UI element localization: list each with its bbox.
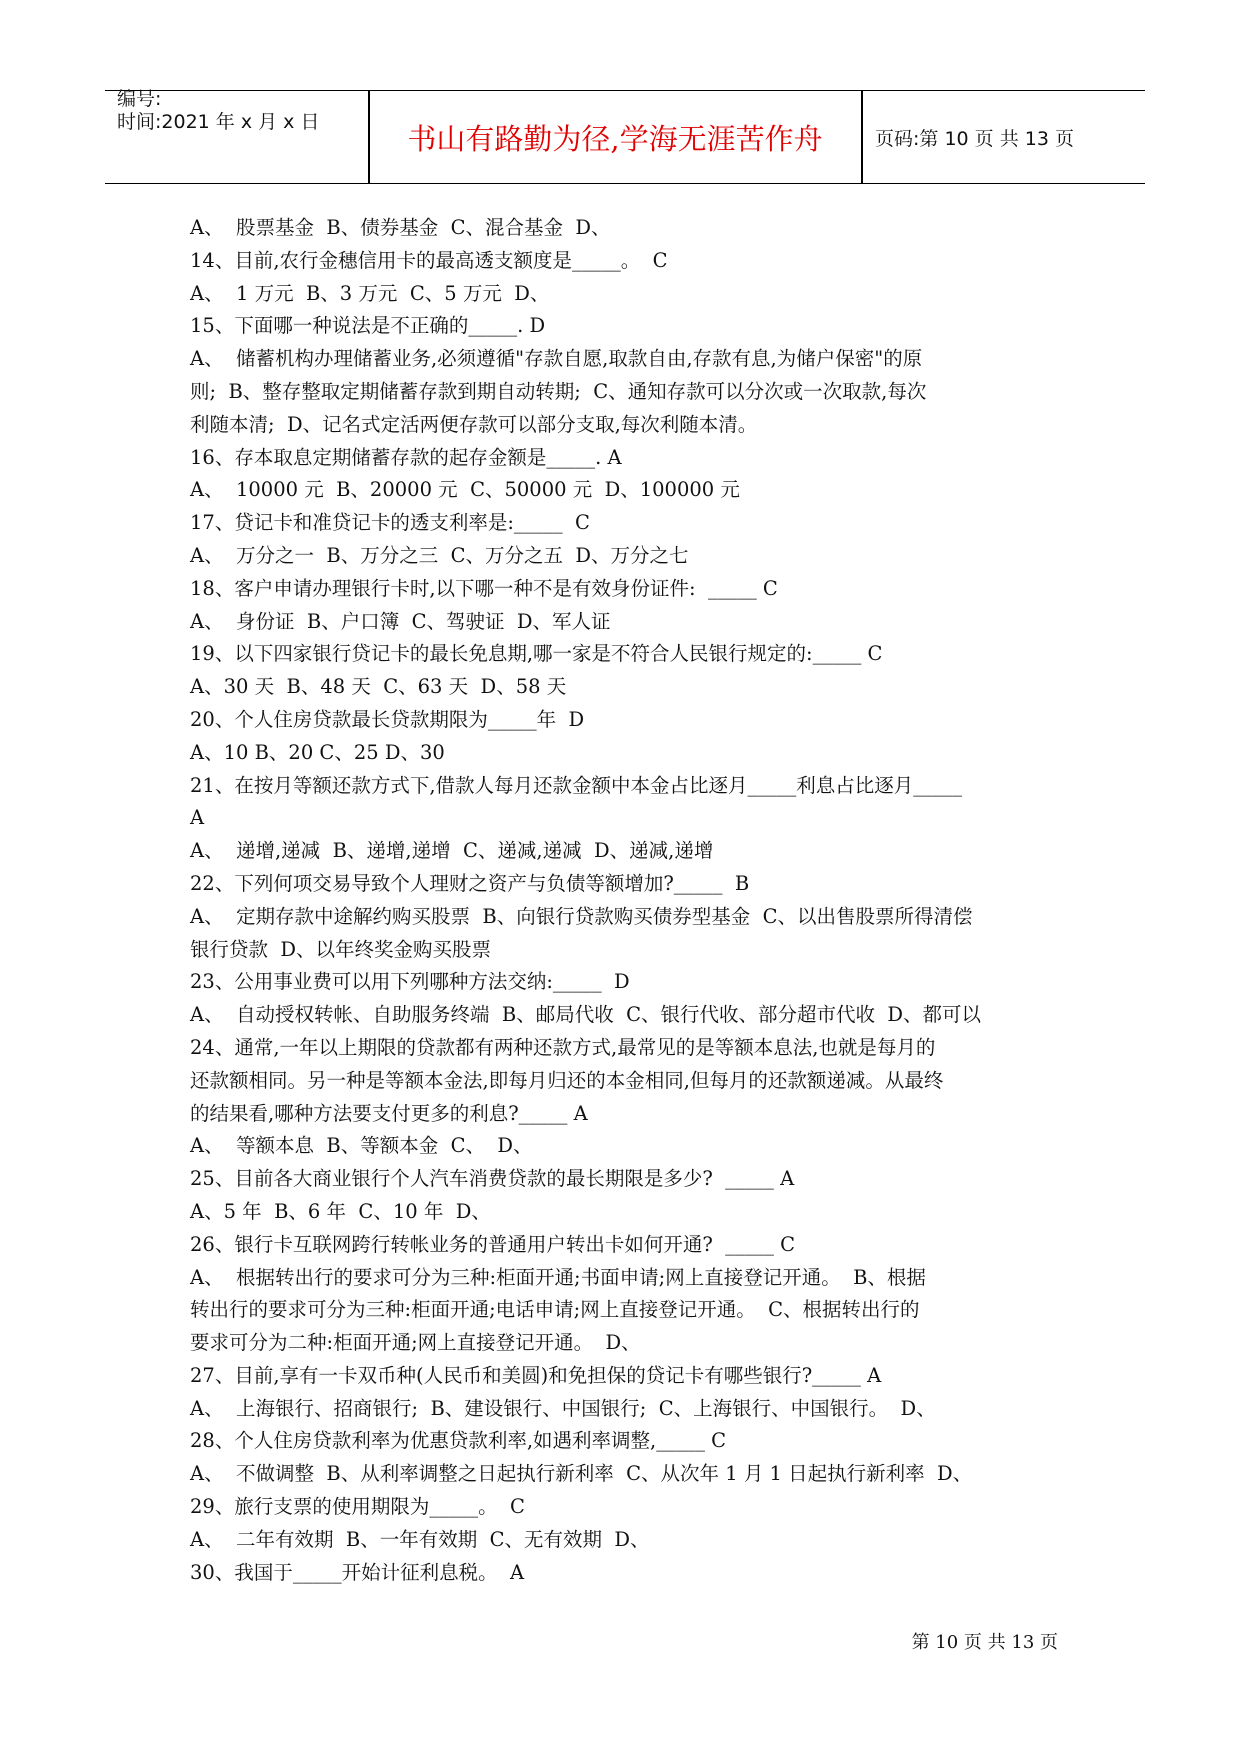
text-line: A、10 B、20 C、25 D、30	[190, 740, 445, 764]
text-line: A、 等额本息 B、等额本金 C、 D、	[190, 1134, 533, 1158]
page-header	[105, 90, 1145, 184]
text-line: 28、个人住房贷款利率为优惠贷款利率,如遇利率调整,_____ C	[190, 1429, 727, 1453]
text-line: 利随本清; D、记名式定活两便存款可以部分支取,每次利随本清。	[190, 412, 758, 436]
text-line: 23、公用事业费可以用下列哪种方法交纳:_____ D	[190, 970, 630, 994]
text-line: 16、存本取息定期储蓄存款的起存金额是_____. A	[190, 445, 622, 469]
text-line: A、 不做调整 B、从利率调整之日起执行新利率 C、从次年 1 月 1 日起执行新利率 D、	[190, 1462, 973, 1486]
text-line: 银行贷款 D、以年终奖金购买股票	[190, 937, 492, 961]
text-line: 的结果看,哪种方法要支付更多的利息?_____ A	[190, 1101, 588, 1125]
text-line: A、 万分之一 B、万分之三 C、万分之五 D、万分之七	[190, 543, 689, 567]
text-line: A	[190, 806, 205, 830]
text-line: 30、我国于_____开始计征利息税。 A	[190, 1560, 525, 1584]
header-page-label: 页码:第 10 页 共 13 页	[875, 127, 1074, 150]
text-line: 27、目前,享有一卡双币种(人民币和美圆)和免担保的贷记卡有哪些银行?_____ A	[190, 1363, 882, 1387]
header-divider	[861, 91, 863, 183]
text-line: A、5 年 B、6 年 C、10 年 D、	[190, 1199, 491, 1223]
header-meta	[117, 88, 367, 183]
page-footer: 第 10 页 共 13 页	[911, 1632, 1058, 1653]
text-line: A、 定期存款中途解约购买股票 B、向银行贷款购买债券型基金 C、以出售股票所得清偿	[190, 904, 973, 928]
text-line: 26、银行卡互联网跨行转帐业务的普通用户转出卡如何开通? _____ C	[190, 1232, 796, 1256]
text-line: A、30 天 B、48 天 C、63 天 D、58 天	[190, 675, 567, 699]
text-line: A、 递增,递减 B、递增,递增 C、递减,递减 D、递减,递增	[190, 839, 714, 863]
text-line: A、 股票基金 B、债券基金 C、混合基金 D、	[190, 216, 611, 239]
text-line: 17、贷记卡和准贷记卡的透支利率是:_____ C	[190, 511, 590, 535]
text-line: 25、目前各大商业银行个人汽车消费贷款的最长期限是多少? _____ A	[190, 1167, 795, 1191]
text-line: 22、下列何项交易导致个人理财之资产与负债等额增加?_____ B	[190, 871, 750, 895]
text-line: 19、以下四家银行贷记卡的最长免息期,哪一家是不符合人民银行规定的:_____ C	[190, 642, 883, 666]
text-line: A、 自动授权转帐、自助服务终端 B、邮局代收 C、银行代收、部分超市代收 D、都可以	[190, 1003, 982, 1027]
header-motto: 书山有路勤为径,学海无涯苦作舟	[407, 121, 823, 156]
text-line: A、 上海银行、招商银行; B、建设银行、中国银行; C、上海银行、中国银行。 D、	[190, 1396, 936, 1420]
document-time-label: 时间:2021 年 x 月 x 日	[117, 111, 320, 133]
text-line: 要求可分为二种:柜面开通;网上直接登记开通。 D、	[190, 1331, 641, 1355]
question-list	[190, 212, 1060, 1589]
text-line: 还款额相同。另一种是等额本金法,即每月归还的本金相同,但每月的还款额递减。从最终	[190, 1068, 944, 1092]
text-line: 24、通常,一年以上期限的贷款都有两种还款方式,最常见的是等额本息法,也就是每月的	[190, 1035, 936, 1059]
text-line: 转出行的要求可分为三种:柜面开通;电话申请;网上直接登记开通。 C、根据转出行的	[190, 1298, 920, 1322]
text-line: 则; B、整存整取定期储蓄存款到期自动转期; C、通知存款可以分次或一次取款,每次	[190, 379, 927, 403]
text-line: 21、在按月等额还款方式下,借款人每月还款金额中本金占比逐月_____利息占比逐月_____	[190, 773, 963, 797]
text-line: A、 1 万元 B、3 万元 C、5 万元 D、	[190, 281, 550, 305]
text-line: 29、旅行支票的使用期限为_____。 C	[190, 1495, 525, 1519]
text-line: A、 储蓄机构办理储蓄业务,必须遵循"存款自愿,取款自由,存款有息,为储户保密"的原	[190, 347, 923, 371]
text-line: A、 根据转出行的要求可分为三种:柜面开通;书面申请;网上直接登记开通。 B、根据	[190, 1265, 926, 1289]
text-line: A、 二年有效期 B、一年有效期 C、无有效期 D、	[190, 1527, 650, 1551]
text-line: 18、客户申请办理银行卡时,以下哪一种不是有效身份证件: _____ C	[190, 576, 778, 600]
text-line: A、 身份证 B、户口簿 C、驾驶证 D、军人证	[190, 609, 611, 633]
text-line: 15、下面哪一种说法是不正确的_____. D	[190, 314, 546, 338]
text-line: 14、目前,农行金穗信用卡的最高透支额度是_____。 C	[190, 248, 668, 272]
text-line: A、 10000 元 B、20000 元 C、50000 元 D、100000 元	[190, 478, 740, 502]
document-number-label: 编号:	[117, 88, 162, 110]
text-line: 20、个人住房贷款最长贷款期限为_____年 D	[190, 707, 585, 731]
